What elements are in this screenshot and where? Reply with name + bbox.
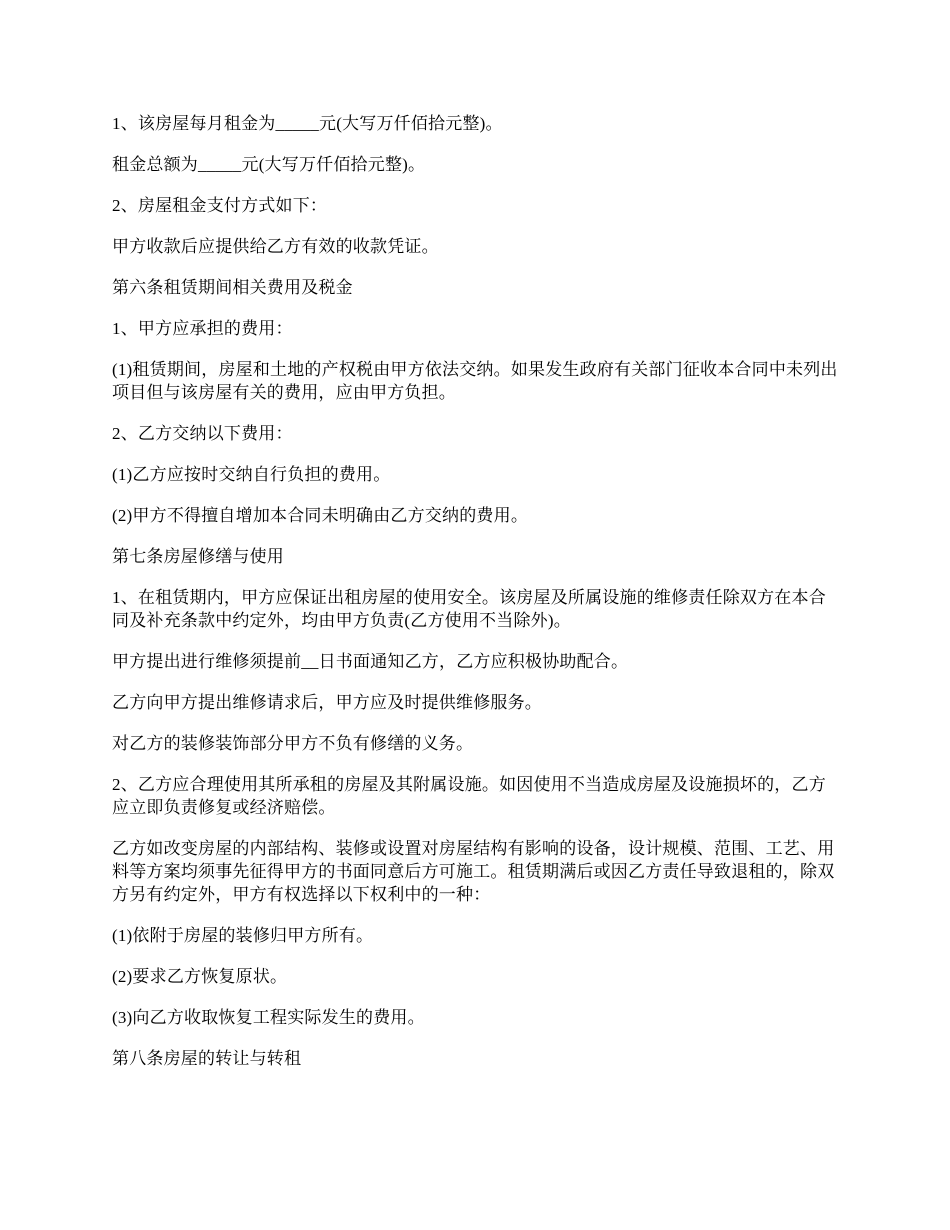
paragraph-option-2: (2)要求乙方恢复原状。 [112, 967, 288, 986]
paragraph-rent-monthly: 1、该房屋每月租金为_____元(大写万仟佰拾元整)。 [112, 114, 503, 133]
paragraph-repair-notice: 甲方提出进行维修须提前__日书面通知乙方，乙方应积极协助配合。 [112, 652, 629, 671]
paragraph-repair-request: 乙方向甲方提出维修请求后，甲方应及时提供维修服务。 [112, 693, 542, 712]
section-heading-article-6: 第六条租赁期间相关费用及税金 [112, 278, 353, 297]
paragraph-no-extra-fees: (2)甲方不得擅自增加本合同未明确由乙方交纳的费用。 [112, 506, 529, 525]
paragraph-option-1: (1)依附于房屋的装修归甲方所有。 [112, 926, 374, 945]
paragraph-option-3: (3)向乙方收取恢复工程实际发生的费用。 [112, 1008, 425, 1027]
paragraph-structure-change: 乙方如改变房屋的内部结构、装修或设置对房屋结构有影响的设备，设计规模、范围、工艺、用料等方案均须事先征得甲方的书面同意后方可施工。租赁期满后或因乙方责任导致退租的，除双方另有约定外，甲方有权选择以下权利中的一种： [112, 839, 835, 904]
section-heading-article-8: 第八条房屋的转让与转租 [112, 1049, 302, 1068]
paragraph-party-b-pay-on-time: (1)乙方应按时交纳自行负担的费用。 [112, 465, 391, 484]
document-body [112, 112, 842, 1088]
paragraph-receipt: 甲方收款后应提供给乙方有效的收款凭证。 [112, 237, 439, 256]
paragraph-safety-repair: 1、在租赁期内，甲方应保证出租房屋的使用安全。该房屋及所属设施的维修责任除双方在本合同及补充条款中约定外，均由甲方负责(乙方使用不当除外)。 [112, 588, 826, 630]
paragraph-payment-method: 2、房屋租金支付方式如下： [112, 196, 328, 215]
paragraph-property-tax: (1)租赁期间，房屋和土地的产权税由甲方依法交纳。如果发生政府有关部门征收本合同中未列出项目但与该房屋有关的费用，应由甲方负担。 [112, 360, 838, 402]
paragraph-proper-use: 2、乙方应合理使用其所承租的房屋及其附属设施。如因使用不当造成房屋及设施损坏的，乙方应立即负责修复或经济赔偿。 [112, 775, 826, 817]
paragraph-party-a-fees: 1、甲方应承担的费用： [112, 319, 293, 338]
paragraph-rent-total: 租金总额为_____元(大写万仟佰拾元整)。 [112, 155, 426, 174]
section-heading-article-7: 第七条房屋修缮与使用 [112, 547, 284, 566]
paragraph-decoration-repair: 对乙方的装修装饰部分甲方不负有修缮的义务。 [112, 734, 474, 753]
paragraph-party-b-fees: 2、乙方交纳以下费用： [112, 424, 293, 443]
